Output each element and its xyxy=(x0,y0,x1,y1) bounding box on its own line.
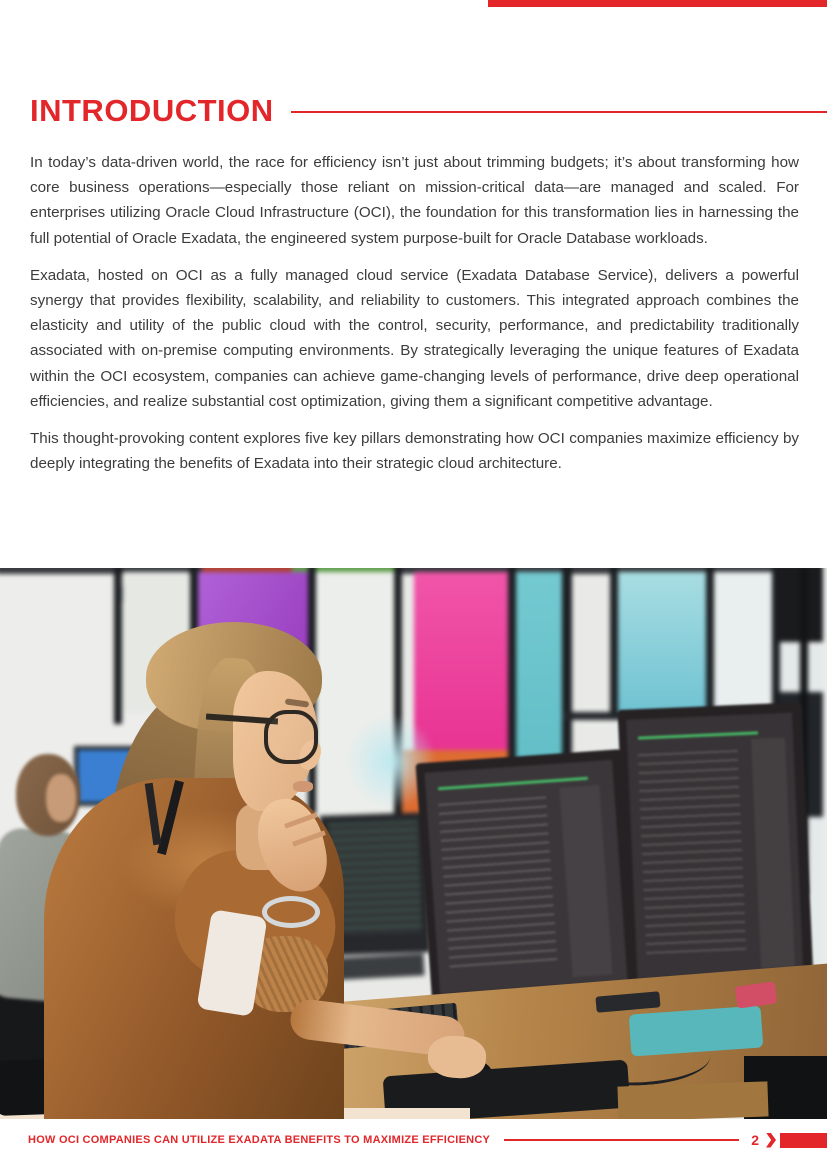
footer-rule xyxy=(504,1139,739,1141)
body-copy xyxy=(30,150,799,488)
photo-foreground xyxy=(0,568,827,1119)
page-title: INTRODUCTION xyxy=(30,93,274,128)
silver-bracelet xyxy=(262,896,320,928)
wood-strip-right xyxy=(617,1081,768,1119)
footer-accent-block xyxy=(780,1133,827,1148)
page-number: 2 xyxy=(751,1132,759,1148)
page-footer xyxy=(28,1130,827,1150)
coworker-face xyxy=(46,774,76,822)
paragraph-intro: In today’s data-driven world, the race for efficiency isn’t just about trimming budgets; it’s about transforming how core business operations—especially those reliant on mission-critical data—are managed and scaled. For enterprises utilizing Oracle Cloud Infrastructure (OCI), the foundation for this transformation lies in harnessing the full potential of Oracle Exadata, the engineered system purpose-built for Oracle Database workloads. xyxy=(30,154,799,247)
office-photo xyxy=(0,568,827,1119)
paragraph-exadata: Exadata, hosted on OCI as a fully managed cloud service (Exadata Database Service), delivers a powerful synergy that provides flexibility, scalability, and reliability to customers. This integrated approach combines the elasticity and utility of the public cloud with the control, security, performance, and predictability traditionally associated with on-premise computing environments. By strategically leveraging the unique features of Exadata within the OCI ecosystem, companies can achieve game-changing levels of performance, drive deep operational efficiencies, and realize substantial cost optimization, giving them a significant competitive advantage. xyxy=(30,266,799,410)
chevron-right-icon xyxy=(766,1133,776,1148)
top-accent-bar xyxy=(488,0,827,7)
paragraph-pillars: This thought-provoking content explores five key pillars demonstrating how OCI companies maximize efficiency by deeply integrating the benefits of Exadata into their strategic cloud architecture. xyxy=(30,430,799,473)
glasses-lens xyxy=(264,710,318,764)
heading-rule xyxy=(291,111,827,113)
woman-lips xyxy=(293,781,313,792)
section-header xyxy=(30,94,827,128)
footer-running-title: HOW OCI COMPANIES CAN UTILIZE EXADATA BENEFITS TO MAXIMIZE EFFICIENCY xyxy=(28,1134,491,1146)
